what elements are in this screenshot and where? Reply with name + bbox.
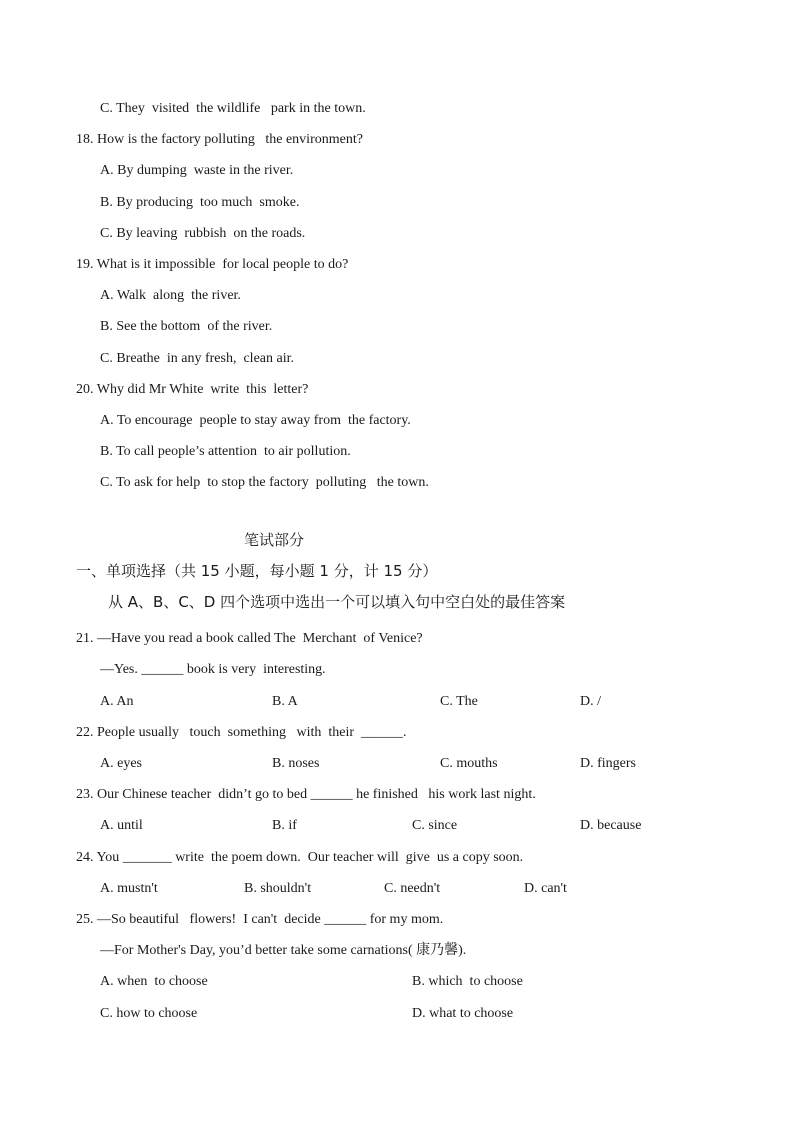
q23-stem: 23. Our Chinese teacher didn’t go to bed ______ he finished his work last night. [76, 787, 536, 802]
q22-stem: 22. People usually touch something with their ______. [76, 725, 407, 740]
q19-stem: 19. What is it impossible for local people to do? [76, 257, 349, 272]
q18-stem: 18. How is the factory polluting the environment? [76, 132, 363, 147]
q18-option-c: C. By leaving rubbish on the roads. [100, 226, 306, 241]
q21-option-a: A. An [100, 694, 134, 709]
q24-option-d: D. can't [524, 881, 567, 896]
q25-option-c: C. how to choose [100, 1006, 198, 1021]
q21-option-c: C. The [440, 694, 478, 709]
q25-line2: —For Mother's Day, you’d better take some carnations( 康乃馨). [100, 943, 467, 958]
written-section-title: 笔试部分 [244, 531, 305, 549]
q18-option-a: A. By dumping waste in the river. [100, 163, 294, 178]
q20-option-b: B. To call people’s attention to air pollution. [100, 444, 351, 459]
q20-stem: 20. Why did Mr White write this letter? [76, 382, 309, 397]
q25-option-d: D. what to choose [412, 1006, 514, 1021]
q23-option-b: B. if [272, 818, 297, 833]
q22-option-c: C. mouths [440, 756, 498, 771]
q25-option-a: A. when to choose [100, 974, 208, 989]
q21-option-d: D. / [580, 694, 601, 709]
q20-option-a: A. To encourage people to stay away from the factory. [100, 413, 411, 428]
q19-option-b: B. See the bottom of the river. [100, 319, 273, 334]
q23-option-a: A. until [100, 818, 143, 833]
q19-option-c: C. Breathe in any fresh, clean air. [100, 351, 294, 366]
q20-option-c: C. To ask for help to stop the factory polluting the town. [100, 475, 429, 490]
section1-heading: 一、单项选择（共 15 小题，每小题 1 分，计 15 分） [76, 562, 438, 580]
q24-option-c: C. needn't [384, 881, 441, 896]
q21-line1: 21. —Have you read a book called The Merchant of Venice? [76, 631, 423, 646]
q24-stem: 24. You _______ write the poem down. Our teacher will give us a copy soon. [76, 850, 524, 865]
q25-line1: 25. —So beautiful flowers! I can't decide ______ for my mom. [76, 912, 444, 927]
q22-option-a: A. eyes [100, 756, 142, 771]
q22-option-d: D. fingers [580, 756, 636, 771]
q22-option-b: B. noses [272, 756, 320, 771]
q21-line2: —Yes. ______ book is very interesting. [100, 662, 326, 677]
q19-option-a: A. Walk along the river. [100, 288, 241, 303]
q24-option-b: B. shouldn't [244, 881, 312, 896]
section1-instruction: 从 A、B、C、D 四个选项中选出一个可以填入句中空白处的最佳答案 [108, 593, 566, 611]
q24-option-a: A. mustn't [100, 881, 158, 896]
q23-option-d: D. because [580, 818, 642, 833]
q18-option-b: B. By producing too much smoke. [100, 195, 300, 210]
q21-option-b: B. A [272, 694, 298, 709]
q17-option-c: C. They visited the wildlife park in the town. [100, 101, 366, 116]
q25-option-b: B. which to choose [412, 974, 523, 989]
q23-option-c: C. since [412, 818, 458, 833]
